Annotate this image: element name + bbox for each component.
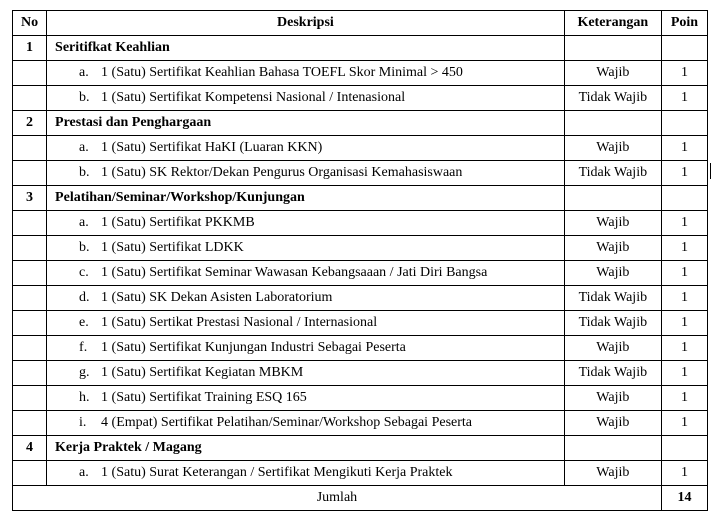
item-description	[47, 461, 565, 486]
total-value: 14	[661, 486, 707, 511]
item-row	[13, 61, 708, 86]
item-number-cell	[13, 461, 47, 486]
item-poin: 1	[661, 61, 707, 86]
item-keterangan: Tidak Wajib	[564, 361, 661, 386]
header-description: Deskripsi	[47, 11, 565, 36]
item-description	[47, 211, 565, 236]
section-row	[13, 36, 708, 61]
item-number-cell	[13, 236, 47, 261]
item-poin: 1	[661, 361, 707, 386]
table-footer	[13, 486, 708, 511]
item-row	[13, 286, 708, 311]
item-description	[47, 386, 565, 411]
section-keterangan	[564, 186, 661, 211]
item-text: 1 (Satu) Surat Keterangan / Sertifikat Mengikuti Kerja Praktek	[101, 465, 453, 480]
item-keterangan: Wajib	[564, 411, 661, 436]
item-letter: f.	[79, 340, 88, 355]
item-poin: 1	[661, 161, 707, 186]
item-row	[13, 386, 708, 411]
item-keterangan: Tidak Wajib	[564, 286, 661, 311]
section-number: 2	[13, 111, 47, 136]
item-number-cell	[13, 86, 47, 111]
item-keterangan: Wajib	[564, 261, 661, 286]
item-keterangan: Wajib	[564, 61, 661, 86]
item-row	[13, 136, 708, 161]
item-text: 1 (Satu) Sertifikat PKKMB	[101, 215, 255, 230]
header-row	[13, 11, 708, 36]
item-row	[13, 461, 708, 486]
item-poin: 1	[661, 211, 707, 236]
item-keterangan: Wajib	[564, 461, 661, 486]
item-poin: 1	[661, 286, 707, 311]
item-text: 1 (Satu) Sertifikat Kunjungan Industri Sebagai Peserta	[101, 340, 406, 355]
item-description	[47, 161, 565, 186]
item-poin: 1	[661, 386, 707, 411]
item-letter: a.	[79, 465, 89, 480]
section-number: 4	[13, 436, 47, 461]
item-text: 1 (Satu) SK Dekan Asisten Laboratorium	[101, 290, 333, 305]
item-row	[13, 361, 708, 386]
item-description	[47, 311, 565, 336]
item-description	[47, 86, 565, 111]
item-keterangan: Wajib	[564, 386, 661, 411]
item-description	[47, 61, 565, 86]
item-row	[13, 86, 708, 111]
item-letter: d.	[79, 290, 90, 305]
item-letter: i.	[79, 415, 87, 430]
item-row	[13, 411, 708, 436]
section-title: Seritifkat Keahlian	[47, 36, 565, 61]
section-number: 3	[13, 186, 47, 211]
text-cursor	[710, 163, 711, 179]
item-number-cell	[13, 361, 47, 386]
item-keterangan: Tidak Wajib	[564, 161, 661, 186]
item-text: 1 (Satu) Sertifikat Seminar Wawasan Kebangsaaan / Jati Diri Bangsa	[101, 265, 488, 280]
header-poin: Poin	[661, 11, 707, 36]
item-text: 1 (Satu) Sertifikat LDKK	[101, 240, 244, 255]
item-description	[47, 136, 565, 161]
item-poin: 1	[661, 86, 707, 111]
section-keterangan	[564, 436, 661, 461]
section-poin	[661, 36, 707, 61]
item-letter: c.	[79, 265, 89, 280]
item-keterangan: Wajib	[564, 236, 661, 261]
item-letter: b.	[79, 165, 90, 180]
item-text: 1 (Satu) SK Rektor/Dekan Pengurus Organisasi Kemahasiswaan	[101, 165, 463, 180]
item-description	[47, 261, 565, 286]
item-text: 1 (Satu) Sertifikat Kegiatan MBKM	[101, 365, 304, 380]
item-number-cell	[13, 286, 47, 311]
item-number-cell	[13, 211, 47, 236]
section-title: Prestasi dan Penghargaan	[47, 111, 565, 136]
item-letter: e.	[79, 315, 89, 330]
section-row	[13, 186, 708, 211]
section-number: 1	[13, 36, 47, 61]
requirements-table	[12, 10, 708, 511]
item-text: 1 (Satu) Sertifikat Kompetensi Nasional / Intenasional	[101, 90, 406, 105]
item-text: 1 (Satu) Sertifikat Keahlian Bahasa TOEFL Skor Minimal > 450	[101, 65, 463, 80]
item-letter: h.	[79, 390, 90, 405]
item-number-cell	[13, 411, 47, 436]
item-poin: 1	[661, 411, 707, 436]
item-poin: 1	[661, 261, 707, 286]
item-letter: b.	[79, 240, 90, 255]
table-body	[13, 36, 708, 486]
item-keterangan: Wajib	[564, 211, 661, 236]
item-letter: b.	[79, 90, 90, 105]
item-number-cell	[13, 161, 47, 186]
item-description	[47, 286, 565, 311]
item-row	[13, 161, 708, 186]
item-poin: 1	[661, 461, 707, 486]
section-title: Pelatihan/Seminar/Workshop/Kunjungan	[47, 186, 565, 211]
header-no: No	[13, 11, 47, 36]
item-letter: g.	[79, 365, 90, 380]
item-number-cell	[13, 61, 47, 86]
item-text: 1 (Satu) Sertifikat Training ESQ 165	[101, 390, 307, 405]
section-row	[13, 436, 708, 461]
section-poin	[661, 436, 707, 461]
section-row	[13, 111, 708, 136]
item-poin: 1	[661, 236, 707, 261]
section-keterangan	[564, 111, 661, 136]
total-label: Jumlah	[13, 486, 662, 511]
item-row	[13, 211, 708, 236]
item-description	[47, 336, 565, 361]
header-keterangan: Keterangan	[564, 11, 661, 36]
item-row	[13, 336, 708, 361]
item-letter: a.	[79, 65, 89, 80]
table-header	[13, 11, 708, 36]
item-poin: 1	[661, 136, 707, 161]
item-row	[13, 236, 708, 261]
total-row	[13, 486, 708, 511]
item-row	[13, 261, 708, 286]
item-keterangan: Wajib	[564, 136, 661, 161]
item-number-cell	[13, 311, 47, 336]
item-keterangan: Wajib	[564, 336, 661, 361]
item-keterangan: Tidak Wajib	[564, 86, 661, 111]
item-letter: a.	[79, 140, 89, 155]
item-letter: a.	[79, 215, 89, 230]
section-title: Kerja Praktek / Magang	[47, 436, 565, 461]
item-description	[47, 236, 565, 261]
item-keterangan: Tidak Wajib	[564, 311, 661, 336]
item-row	[13, 311, 708, 336]
section-poin	[661, 111, 707, 136]
item-description	[47, 361, 565, 386]
item-poin: 1	[661, 336, 707, 361]
item-number-cell	[13, 386, 47, 411]
item-text: 1 (Satu) Sertifikat HaKI (Luaran KKN)	[101, 140, 323, 155]
section-poin	[661, 186, 707, 211]
item-number-cell	[13, 336, 47, 361]
section-keterangan	[564, 36, 661, 61]
item-number-cell	[13, 136, 47, 161]
item-description	[47, 411, 565, 436]
item-poin: 1	[661, 311, 707, 336]
item-number-cell	[13, 261, 47, 286]
item-text: 1 (Satu) Sertikat Prestasi Nasional / Internasional	[101, 315, 378, 330]
item-text: 4 (Empat) Sertifikat Pelatihan/Seminar/Workshop Sebagai Peserta	[101, 415, 472, 430]
